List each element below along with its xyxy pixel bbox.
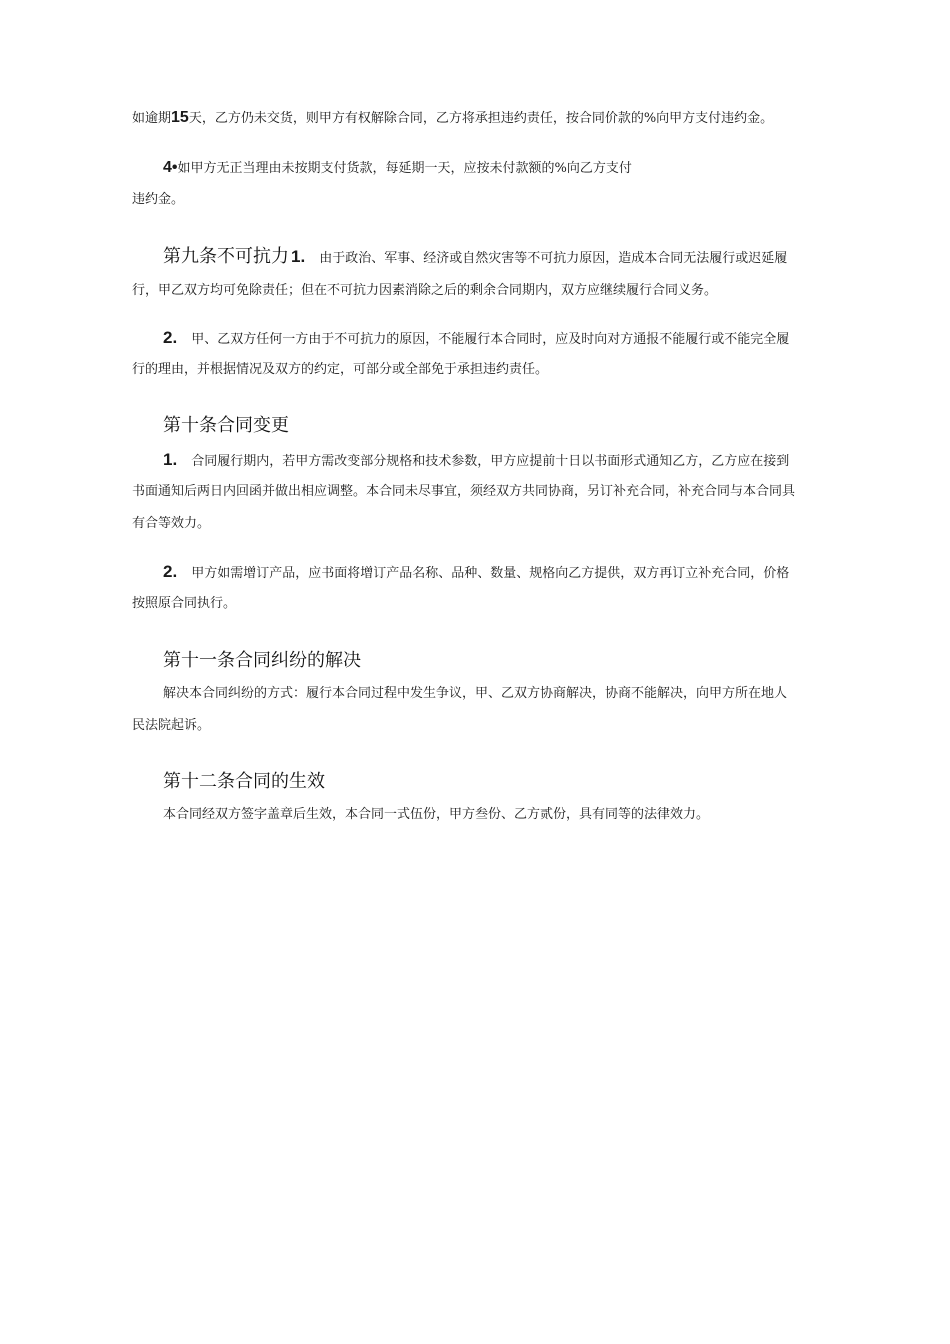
clause-4-line2: 违约金。 [132,192,185,207]
article-12-line1: 本合同经双方签字盖章后生效，本合同一式伍份，甲方叁份、乙方贰份，具有同等的法律效力。 [163,807,710,822]
text-span: 如逾期 [132,111,172,126]
article-10-clause-2-line2: 按照原合同执行。 [132,596,237,611]
paragraph-line [132,102,773,135]
text-span: 如甲方无正当理由未按期支付货款，每延期一天，应按未付款额的%向乙方支付 [177,161,632,176]
clause-number: 1. [163,450,178,469]
article-11-line1: 解决本合同纠纷的方式：履行本合同过程中发生争议，甲、乙双方协商解决，协商不能解决，向甲方所在地人 [163,686,788,701]
text-span: 由于政治、军事、经济或自然灾害等不可抗力原因，造成本合同无法履行或迟延履 [319,251,788,266]
article-10-title: 第十条合同变更 [163,415,289,436]
clause-4-line1 [163,152,632,185]
article-11-line2: 民法院起诉。 [132,718,211,733]
clause-number: 4• [163,159,178,176]
article-11-title: 第十一条合同纠纷的解决 [163,650,361,671]
text-span: 甲方如需增订产品，应书面将增订产品名称、品种、数量、规格向乙方提供，双方再订立补充合同，价格 [191,566,790,581]
number-text: 15 [171,109,189,126]
text-span: 甲、乙双方任何一方由于不可抗力的原因，不能履行本合同时，应及时向对方通报不能履行或不能完全履 [191,332,790,347]
article-9-title: 第九条不可抗力 [163,246,289,267]
clause-number: 1. [291,247,306,266]
article-10-clause-2-line1 [163,556,789,590]
article-9-clause-2-line2: 行的理由，并根据情况及双方的约定，可部分或全部免于承担违约责任。 [132,362,549,377]
article-9-line1 [163,241,787,275]
article-12-title: 第十二条合同的生效 [163,771,325,792]
clause-number: 2. [163,328,178,347]
article-10-clause-1-line2: 书面通知后两日内回函并做出相应调整。本合同未尽事宜，须经双方共同协商，另订补充合同，补充合同与本合同具 [132,484,796,499]
article-9-line2: 行，甲乙双方均可免除责任；但在不可抗力因素消除之后的剩余合同期内，双方应继续履行合同义务。 [132,283,718,298]
article-10-clause-1-line1 [163,444,789,478]
text-span: 天，乙方仍未交货，则甲方有权解除合同，乙方将承担违约责任，按合同价款的%向甲方支付违约金。 [188,111,774,126]
article-10-clause-1-line3: 有合等效力。 [132,516,211,531]
article-9-clause-2-line1 [163,322,789,356]
text-span: 合同履行期内，若甲方需改变部分规格和技术参数，甲方应提前十日以书面形式通知乙方，乙方应在接到 [191,454,790,469]
clause-number: 2. [163,562,178,581]
